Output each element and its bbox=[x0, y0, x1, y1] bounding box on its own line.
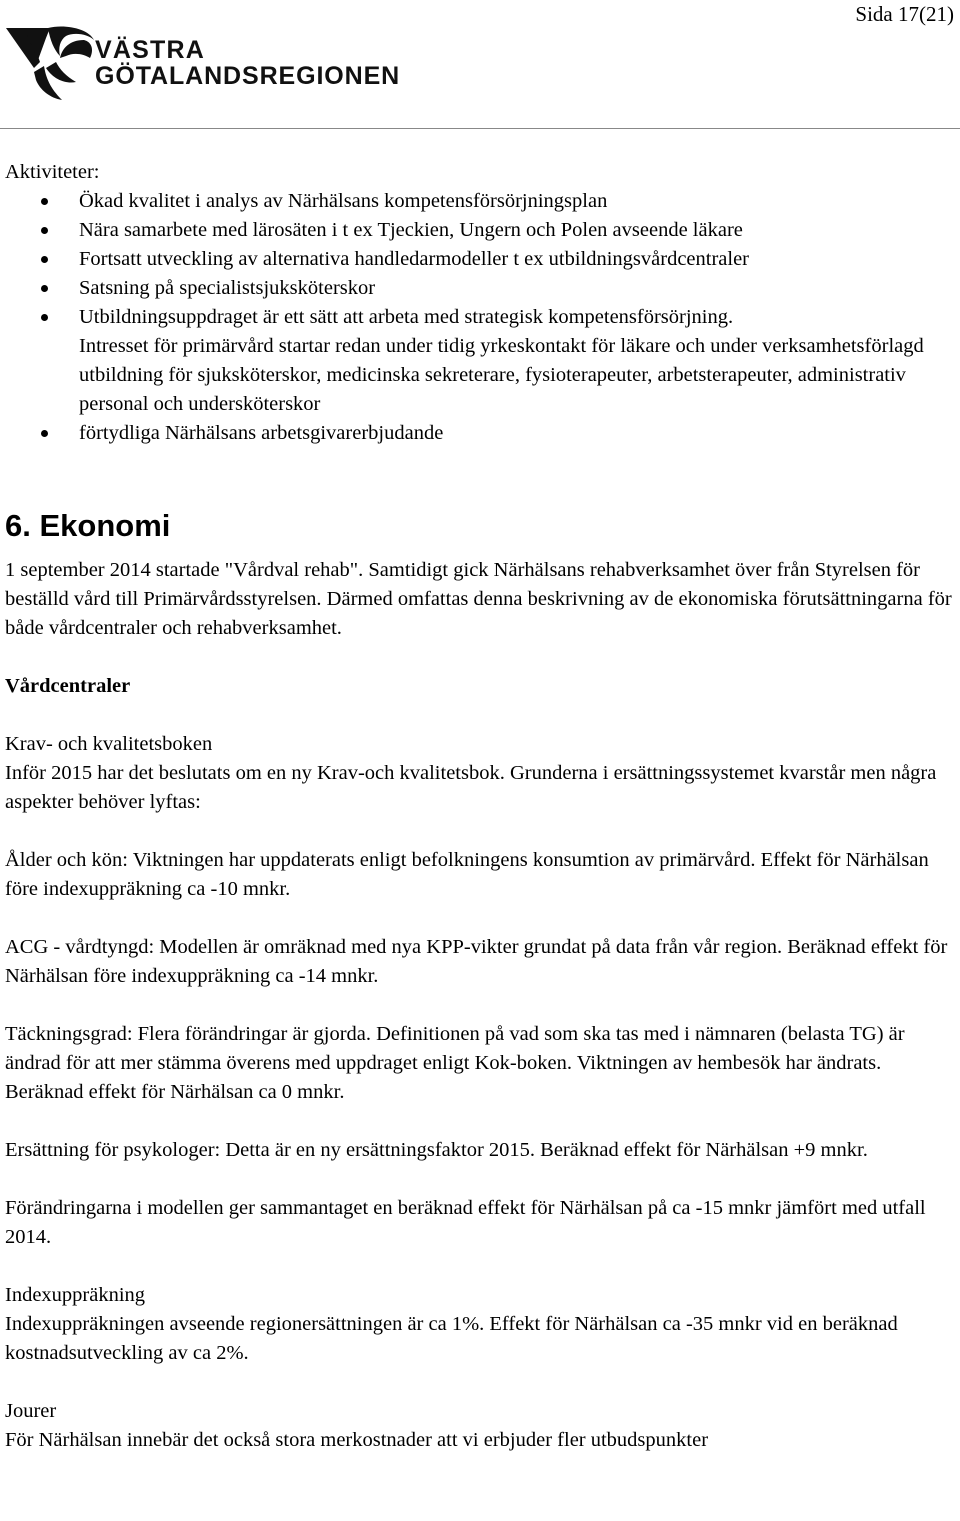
region-logo bbox=[4, 22, 404, 112]
tackning-paragraph: Täckningsgrad: Flera förändringar är gjorda. Definitionen på vad som ska tas med i nämnaren (belasta TG) är ändrad för att mer stämma överens med uppdraget enligt Kok-boken. Viktningen av hembesök har ändrats. Beräknad effekt för Närhälsan ca 0 mnkr. bbox=[5, 1023, 905, 1103]
subheading-vardcentraler: Vårdcentraler bbox=[5, 675, 131, 697]
header-divider bbox=[0, 128, 960, 129]
krav-label: Krav- och kvalitetsboken bbox=[5, 733, 213, 755]
acg-paragraph: ACG - vårdtyngd: Modellen är omräknad med nya KPP-vikter grundat på data från vår region. Beräknad effekt för Närhälsan före indexuppräkning ca -14 mnkr. bbox=[5, 936, 948, 987]
activities-list bbox=[5, 187, 955, 448]
jourer-text: För Närhälsan innebär det också stora merkostnader att vi erbjuder fler utbudspunkter bbox=[5, 1429, 709, 1451]
forandringar-paragraph: Förändringarna i modellen ger sammantaget en beräknad effekt för Närhälsan på ca -15 mnkr jämfört med utfall 2014. bbox=[5, 1197, 926, 1248]
krav-text: Inför 2015 har det beslutats om en ny Krav-och kvalitetsbok. Grunderna i ersättningssystemet kvarstår men några aspekter behöver lyftas: bbox=[5, 762, 937, 813]
economy-intro: 1 september 2014 startade "Vårdval rehab". Samtidigt gick Närhälsans rehabverksamhet över från Styrelsen för beställd vård till Primärvårdsstyrelsen. Därmed omfattas denna beskrivning av de ekonomiska förutsättningarna för både vårdcentraler och rehabverksamhet. bbox=[5, 559, 952, 639]
index-label: Indexuppräkning bbox=[5, 1284, 146, 1306]
logo-text-line1: VÄSTRA bbox=[95, 36, 205, 64]
region-logo-icon bbox=[4, 22, 96, 108]
activities-label: Aktiviteter: bbox=[5, 161, 100, 183]
alder-paragraph: Ålder och kön: Viktningen har uppdaterats enligt befolkningens konsumtion av primärvård. Effekt för Närhälsan före indexuppräkning ca -10 mnkr. bbox=[5, 849, 929, 900]
list-item-continuation: Intresset för primärvård startar redan under tidig yrkeskontakt för läkare och under verksamhetsförlagd utbildning för sjuksköterskor, medicinska sekreterare, fysioterapeuter, arbetsterapeuter, administrativ personal och undersköterskor bbox=[79, 335, 924, 415]
list-item: Ökad kvalitet i analys av Närhälsans kompetensförsörjningsplan bbox=[5, 187, 955, 216]
logo-text-line2: GÖTALANDSREGIONEN bbox=[95, 62, 401, 90]
list-item: Fortsatt utveckling av alternativa handledarmodeller t ex utbildningsvårdcentraler bbox=[5, 245, 955, 274]
document-body bbox=[5, 158, 955, 1455]
section-heading: 6. Ekonomi bbox=[5, 508, 171, 543]
jourer-label: Jourer bbox=[5, 1400, 57, 1422]
list-item: Satsning på specialistsjuksköterskor bbox=[5, 274, 955, 303]
index-text: Indexuppräkningen avseende regionersättningen är ca 1%. Effekt för Närhälsan ca -35 mnkr vid en beräknad kostnadsutveckling av ca 2%. bbox=[5, 1313, 898, 1364]
page-number: Sida 17(21) bbox=[855, 2, 954, 26]
psykologer-paragraph: Ersättning för psykologer: Detta är en ny ersättningsfaktor 2015. Beräknad effekt för Närhälsan +9 mnkr. bbox=[5, 1139, 868, 1161]
list-item: Utbildningsuppdraget är ett sätt att arbeta med strategisk kompetensförsörjning. bbox=[5, 303, 955, 332]
list-item: Nära samarbete med lärosäten i t ex Tjeckien, Ungern och Polen avseende läkare bbox=[5, 216, 955, 245]
list-item: förtydliga Närhälsans arbetsgivarerbjudande bbox=[5, 419, 955, 448]
